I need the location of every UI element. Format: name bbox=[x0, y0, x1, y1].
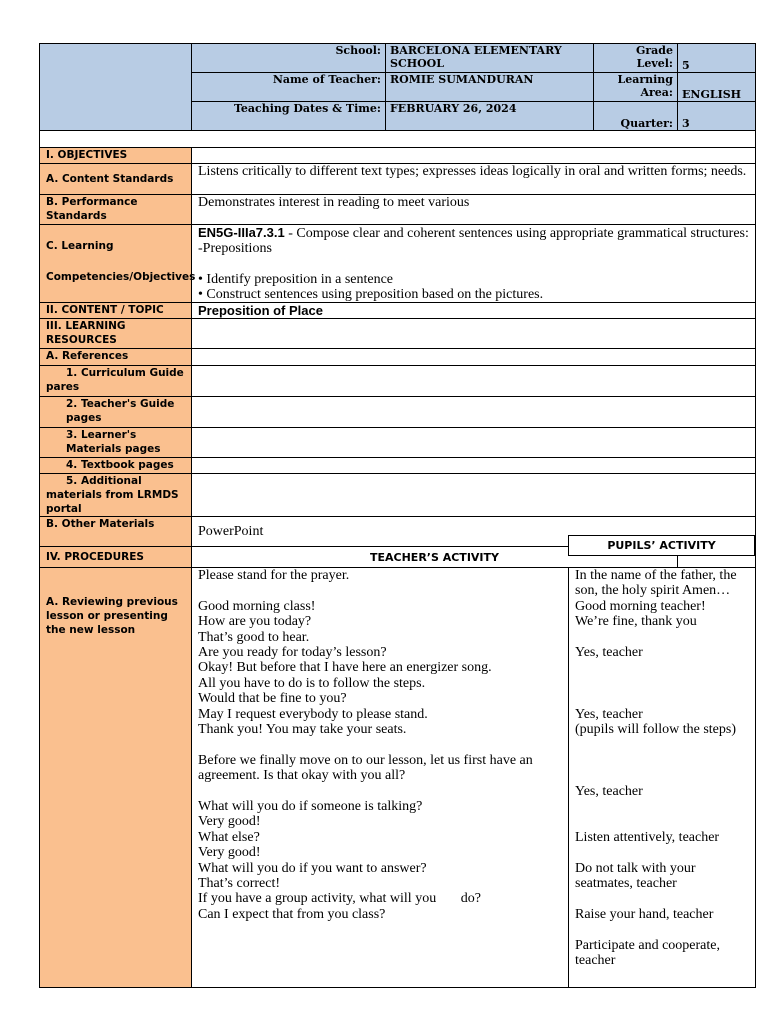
teacher-line: agreement. Is that okay with you all? bbox=[198, 768, 406, 784]
teacher-line: That’s good to hear. bbox=[198, 629, 310, 645]
pupil-line: Raise your hand, teacher bbox=[575, 906, 714, 922]
content-standards-row bbox=[40, 164, 756, 195]
teacher-line: All you have to do is to follow the steps. bbox=[198, 675, 426, 691]
teacher-line: How are you today? bbox=[198, 614, 312, 630]
other-materials-label: B. Other Materials bbox=[40, 517, 192, 547]
competency-text: - Compose clear and coherent sentences using appropriate grammatical structures: -Prepositions bbox=[198, 226, 749, 256]
teacher-line: Thank you! You may take your seats. bbox=[198, 722, 407, 738]
pupil-line bbox=[575, 753, 749, 768]
teacher-line: That’s correct! bbox=[198, 876, 281, 892]
header-row-school bbox=[40, 44, 756, 73]
competency-bullet-2: • Construct sentences using preposition based on the pictures. bbox=[198, 287, 544, 302]
performance-standards-label: B. Performance Standards bbox=[40, 195, 192, 225]
teacher-line: Very good! bbox=[198, 845, 261, 861]
teacher-line: Okay! But before that I have here an energizer song. bbox=[198, 660, 492, 676]
teachers-guide-label bbox=[40, 397, 192, 428]
competency-gap bbox=[198, 256, 749, 272]
teacher-line: If you have a group activity, what will you do? bbox=[198, 891, 481, 907]
teacher-line: Good morning class! bbox=[198, 598, 316, 614]
quarter-label: Quarter: bbox=[594, 102, 678, 131]
resources-empty bbox=[192, 319, 756, 349]
teacher-label: Name of Teacher: bbox=[192, 73, 386, 102]
teacher-value: ROMIE SUMANDURAN bbox=[386, 73, 594, 102]
step-a-label: A. Reviewing previous lesson or presenting the new lesson bbox=[46, 596, 178, 636]
spacer-row bbox=[40, 131, 756, 148]
teacher-line: What else? bbox=[198, 829, 260, 845]
pupil-line bbox=[575, 768, 749, 783]
spacer-cell bbox=[40, 131, 756, 148]
additional-materials-label bbox=[40, 474, 192, 517]
area-label: Learning Area: bbox=[594, 73, 678, 102]
additional-materials-empty bbox=[192, 474, 756, 517]
teacher-line bbox=[198, 583, 562, 598]
objectives-heading: I. OBJECTIVES bbox=[40, 148, 192, 164]
pupil-line bbox=[575, 676, 749, 691]
competencies-value-cell bbox=[192, 225, 756, 303]
dates-label: Teaching Dates & Time: bbox=[192, 102, 386, 131]
curriculum-empty bbox=[192, 366, 756, 397]
quarter-value: 3 bbox=[678, 102, 756, 131]
pupil-line bbox=[575, 814, 749, 829]
procedures-body-table bbox=[39, 567, 756, 988]
teachers-guide-empty bbox=[192, 397, 756, 428]
pupil-line bbox=[575, 799, 749, 814]
pupil-line: Yes, teacher bbox=[575, 645, 643, 661]
textbook-text: 4. Textbook pages bbox=[66, 459, 174, 471]
step-a-label-cell bbox=[40, 568, 192, 988]
pupil-line: Participate and cooperate, bbox=[575, 937, 720, 953]
content-topic-row bbox=[40, 303, 756, 319]
pupils-activity-header: PUPILS’ ACTIVITY bbox=[568, 535, 755, 556]
pupil-line: seatmates, teacher bbox=[575, 875, 677, 891]
learners-materials-empty bbox=[192, 428, 756, 458]
competencies-label-line1: C. Learning bbox=[46, 240, 114, 252]
lesson-plan-table bbox=[39, 43, 756, 568]
header-blank-cell bbox=[40, 44, 192, 131]
pupil-line: teacher bbox=[575, 952, 616, 968]
references-row bbox=[40, 349, 756, 366]
teacher-activity-header: TEACHER’S ACTIVITY bbox=[192, 547, 678, 568]
textbook-empty bbox=[192, 458, 756, 474]
pupil-line: son, the holy spirit Amen… bbox=[575, 583, 731, 599]
pupil-line bbox=[575, 630, 749, 645]
competencies-label-line2: Competencies/Objectives bbox=[46, 271, 196, 283]
teachers-guide-row bbox=[40, 397, 756, 428]
school-label: School: bbox=[192, 44, 386, 73]
additional-materials-text: 5. Additional materials from LRMDS portal bbox=[46, 475, 179, 515]
pupil-line: We’re fine, thank you bbox=[575, 614, 697, 630]
resources-heading: III. LEARNING RESOURCES bbox=[40, 319, 192, 349]
competencies-row bbox=[40, 225, 756, 303]
textbook-row bbox=[40, 458, 756, 474]
teacher-activity-cell bbox=[192, 568, 569, 988]
pupil-line bbox=[575, 845, 749, 860]
teacher-line: Before we finally move on to our lesson, let us first have an bbox=[198, 752, 533, 768]
content-standards-label: A. Content Standards bbox=[40, 164, 192, 195]
pupil-line: Yes, teacher bbox=[575, 706, 643, 722]
objectives-empty bbox=[192, 148, 756, 164]
teacher-line: What will you do if you want to answer? bbox=[198, 860, 427, 876]
curriculum-label bbox=[40, 366, 192, 397]
teacher-lines bbox=[198, 568, 562, 922]
curriculum-row bbox=[40, 366, 756, 397]
pupil-line bbox=[575, 691, 749, 706]
performance-standards-row bbox=[40, 195, 756, 225]
competency-statement bbox=[198, 225, 749, 256]
competencies-label-cell bbox=[40, 225, 196, 303]
pupil-line: Yes, teacher bbox=[575, 783, 643, 799]
other-materials-value: PowerPoint bbox=[192, 517, 756, 547]
learners-materials-row bbox=[40, 428, 756, 458]
dates-value: FEBRUARY 26, 2024 bbox=[386, 102, 594, 131]
learners-materials-text: 3. Learner's Materials pages bbox=[66, 429, 161, 455]
pupil-line bbox=[575, 922, 749, 937]
content-topic-label: II. CONTENT / TOPIC bbox=[40, 303, 192, 319]
competency-code: EN5G-IIIa7.3.1 bbox=[198, 225, 285, 240]
teacher-line: Very good! bbox=[198, 814, 261, 830]
teacher-line: May I request everybody to please stand. bbox=[198, 706, 428, 722]
curriculum-text: 1. Curriculum Guide pares bbox=[46, 367, 184, 393]
procedures-heading: IV. PROCEDURES bbox=[40, 547, 192, 568]
objectives-row bbox=[40, 148, 756, 164]
pupil-line: Listen attentively, teacher bbox=[575, 829, 720, 845]
pupil-line bbox=[575, 891, 749, 906]
performance-standards-value: Demonstrates interest in reading to meet various bbox=[192, 195, 756, 225]
pupil-line bbox=[575, 737, 749, 752]
procedures-step-a-row bbox=[40, 568, 756, 988]
content-topic-value: Preposition of Place bbox=[192, 303, 756, 319]
pupil-line bbox=[575, 660, 749, 675]
teacher-line: Can I expect that from you class? bbox=[198, 906, 386, 922]
pupil-lines bbox=[575, 568, 749, 968]
pupil-line: In the name of the father, the bbox=[575, 568, 737, 583]
teacher-line: Would that be fine to you? bbox=[198, 691, 347, 707]
area-value: ENGLISH bbox=[678, 73, 756, 102]
pupil-line: Good morning teacher! bbox=[575, 598, 706, 614]
resources-row bbox=[40, 319, 756, 349]
school-value: BARCELONA ELEMENTARY SCHOOL bbox=[386, 44, 594, 73]
pupil-line: Do not talk with your bbox=[575, 860, 696, 876]
content-standards-value: Listens critically to different text types; expresses ideas logically in oral and written forms; needs. bbox=[192, 164, 756, 195]
references-empty bbox=[192, 349, 756, 366]
teacher-line bbox=[198, 737, 562, 752]
grade-label: Grade Level: bbox=[594, 44, 678, 73]
teacher-line: What will you do if someone is talking? bbox=[198, 799, 423, 815]
textbook-label bbox=[40, 458, 192, 474]
grade-value: 5 bbox=[678, 44, 756, 73]
competency-bullet-1: • Identify preposition in a sentence bbox=[198, 272, 394, 287]
additional-materials-row bbox=[40, 474, 756, 517]
teacher-line: Please stand for the prayer. bbox=[198, 568, 350, 583]
teacher-line: Are you ready for today’s lesson? bbox=[198, 645, 387, 661]
lesson-plan-page bbox=[39, 43, 755, 988]
teacher-line bbox=[198, 784, 562, 799]
references-label: A. References bbox=[40, 349, 192, 366]
pupil-line: (pupils will follow the steps) bbox=[575, 722, 736, 737]
pupil-activity-cell bbox=[569, 568, 756, 988]
learners-materials-label bbox=[40, 428, 192, 458]
teachers-guide-text: 2. Teacher's Guide pages bbox=[66, 398, 175, 424]
